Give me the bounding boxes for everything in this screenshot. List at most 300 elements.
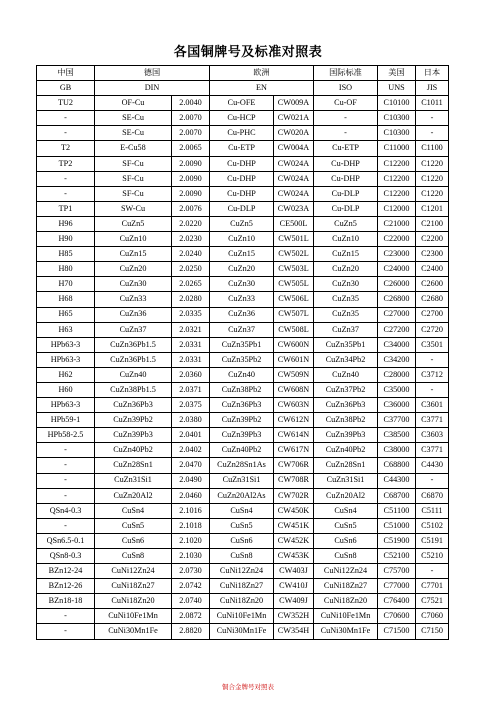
cell-uns-number: C75700	[378, 564, 416, 579]
cell-iso-grade: CuZn30	[314, 277, 378, 292]
cell-en-grade: CuSn4	[210, 503, 274, 518]
cell-gb-grade: QSn4-0.3	[37, 503, 95, 518]
cell-din-number: 2.0265	[172, 277, 210, 292]
cell-gb-grade: -	[37, 126, 95, 141]
cell-din-number: 2.0460	[172, 488, 210, 503]
cell-uns-number: C11000	[378, 141, 416, 156]
cell-iso-grade: CuNi18Zn20	[314, 594, 378, 609]
table-row	[37, 322, 449, 337]
cell-en-number: CW507L	[274, 307, 314, 322]
cell-jis-grade: C1011	[416, 96, 449, 111]
cell-iso-grade: Cu-DHP	[314, 156, 378, 171]
cell-en-number: CW601N	[274, 352, 314, 367]
cell-en-grade: CuZn36	[210, 307, 274, 322]
cell-en-number: CW612N	[274, 413, 314, 428]
cell-din-grade: SF-Cu	[95, 171, 172, 186]
header-japan: 日本	[416, 66, 449, 81]
cell-din-number: 2.0380	[172, 413, 210, 428]
table-row	[37, 186, 449, 201]
cell-uns-number: C12000	[378, 201, 416, 216]
cell-en-grade: CuZn20	[210, 262, 274, 277]
cell-din-number: 2.1016	[172, 503, 210, 518]
cell-uns-number: C77000	[378, 579, 416, 594]
cell-en-grade: CuZn5	[210, 216, 274, 231]
cell-en-number: CE500L	[274, 216, 314, 231]
cell-jis-grade: C7150	[416, 624, 449, 639]
cell-din-grade: CuZn20	[95, 262, 172, 277]
cell-din-grade: CuZn5	[95, 216, 172, 231]
cell-en-grade: CuZn15	[210, 247, 274, 262]
table-row	[37, 533, 449, 548]
cell-din-grade: CuZn37	[95, 322, 172, 337]
cell-iso-grade: CuNi18Zn27	[314, 579, 378, 594]
cell-uns-number: C28000	[378, 367, 416, 382]
cell-en-number: CW617N	[274, 443, 314, 458]
cell-en-number: CW502L	[274, 247, 314, 262]
cell-en-number: CW450K	[274, 503, 314, 518]
cell-jis-grade: -	[416, 111, 449, 126]
cell-en-number: CW024A	[274, 156, 314, 171]
cell-jis-grade: C1220	[416, 156, 449, 171]
cell-din-number: 2.0331	[172, 352, 210, 367]
cell-en-grade: CuZn35Pb2	[210, 352, 274, 367]
cell-iso-grade: CuZn10	[314, 232, 378, 247]
cell-uns-number: C22000	[378, 232, 416, 247]
cell-din-grade: CuZn15	[95, 247, 172, 262]
cell-en-number: CW708R	[274, 473, 314, 488]
cell-iso-grade: CuZn34Pb2	[314, 352, 378, 367]
table-row	[37, 277, 449, 292]
cell-gb-grade: HPb59-1	[37, 413, 95, 428]
cell-din-number: 2.0250	[172, 262, 210, 277]
cell-en-grade: CuNi10Fe1Mn	[210, 609, 274, 624]
cell-iso-grade: CuNi30Mn1Fe	[314, 624, 378, 639]
cell-gb-grade: -	[37, 518, 95, 533]
table-row	[37, 262, 449, 277]
cell-en-number: CW505L	[274, 277, 314, 292]
cell-din-number: 2.1020	[172, 533, 210, 548]
cell-jis-grade: C2700	[416, 307, 449, 322]
cell-en-grade: CuZn40Pb2	[210, 443, 274, 458]
cell-din-grade: CuZn39Pb2	[95, 413, 172, 428]
cell-en-number: CW706R	[274, 458, 314, 473]
table-row	[37, 352, 449, 367]
cell-uns-number: C44300	[378, 473, 416, 488]
cell-din-grade: CuSn6	[95, 533, 172, 548]
cell-din-grade: SF-Cu	[95, 186, 172, 201]
cell-iso-grade: Cu-DHP	[314, 171, 378, 186]
cell-iso-grade: CuZn35Pb1	[314, 337, 378, 352]
cell-uns-number: C37700	[378, 413, 416, 428]
cell-iso-grade: CuZn40Pb2	[314, 443, 378, 458]
cell-din-grade: SW-Cu	[95, 201, 172, 216]
cell-iso-grade: CuZn37Pb2	[314, 382, 378, 397]
cell-jis-grade: C3501	[416, 337, 449, 352]
cell-en-number: CW009A	[274, 96, 314, 111]
cell-en-number: CW023A	[274, 201, 314, 216]
cell-jis-grade: C5210	[416, 549, 449, 564]
cell-din-number: 2.0740	[172, 594, 210, 609]
table-row	[37, 579, 449, 594]
cell-din-number: 2.1018	[172, 518, 210, 533]
cell-din-grade: CuZn20Al2	[95, 488, 172, 503]
cell-en-grade: CuZn30	[210, 277, 274, 292]
header-row-countries	[37, 66, 449, 81]
cell-gb-grade: -	[37, 111, 95, 126]
cell-din-number: 2.0230	[172, 232, 210, 247]
cell-uns-number: C26800	[378, 292, 416, 307]
table-row	[37, 624, 449, 639]
cell-jis-grade: C1220	[416, 171, 449, 186]
cell-din-grade: CuZn31Si1	[95, 473, 172, 488]
cell-en-number: CW600N	[274, 337, 314, 352]
table-row	[37, 382, 449, 397]
cell-en-number: CW352H	[274, 609, 314, 624]
cell-uns-number: C68800	[378, 458, 416, 473]
cell-din-grade: CuZn36Pb3	[95, 398, 172, 413]
cell-iso-grade: CuZn35	[314, 307, 378, 322]
cell-iso-grade: CuSn4	[314, 503, 378, 518]
cell-iso-grade: -	[314, 126, 378, 141]
cell-din-number: 2.0090	[172, 186, 210, 201]
table-row	[37, 428, 449, 443]
cell-en-number: CW354H	[274, 624, 314, 639]
cell-en-grade: CuZn39Pb3	[210, 428, 274, 443]
cell-iso-grade: CuZn28Sn1	[314, 458, 378, 473]
table-row	[37, 518, 449, 533]
cell-en-number: CW004A	[274, 141, 314, 156]
cell-en-number: CW410J	[274, 579, 314, 594]
cell-jis-grade: C3771	[416, 413, 449, 428]
cell-uns-number: C26000	[378, 277, 416, 292]
cell-din-number: 2.0375	[172, 398, 210, 413]
cell-uns-number: C38000	[378, 443, 416, 458]
table-row	[37, 216, 449, 231]
cell-din-grade: CuZn10	[95, 232, 172, 247]
cell-jis-grade: C7701	[416, 579, 449, 594]
cell-din-grade: CuZn36	[95, 307, 172, 322]
cell-iso-grade: Cu-ETP	[314, 141, 378, 156]
cell-din-grade: CuZn40	[95, 367, 172, 382]
cell-iso-grade: CuZn38Pb2	[314, 413, 378, 428]
cell-gb-grade: HPb63-3	[37, 352, 95, 367]
table-row	[37, 96, 449, 111]
cell-en-grade: CuZn20Al2As	[210, 488, 274, 503]
cell-en-grade: Cu-DLP	[210, 201, 274, 216]
cell-gb-grade: -	[37, 443, 95, 458]
cell-en-grade: Cu-ETP	[210, 141, 274, 156]
table-row	[37, 111, 449, 126]
cell-din-number: 2.0220	[172, 216, 210, 231]
cell-gb-grade: H90	[37, 232, 95, 247]
cell-din-grade: CuZn36Pb1.5	[95, 352, 172, 367]
cell-jis-grade: C2300	[416, 247, 449, 262]
table-row	[37, 413, 449, 428]
cell-din-grade: CuZn28Sn1	[95, 458, 172, 473]
cell-en-number: CW508L	[274, 322, 314, 337]
cell-gb-grade: -	[37, 488, 95, 503]
cell-uns-number: C35000	[378, 382, 416, 397]
cell-jis-grade: -	[416, 352, 449, 367]
cell-en-number: CW451K	[274, 518, 314, 533]
cell-iso-grade: CuZn40	[314, 367, 378, 382]
cell-jis-grade: -	[416, 126, 449, 141]
table-row	[37, 367, 449, 382]
cell-din-grade: CuNi18Zn27	[95, 579, 172, 594]
cell-jis-grade: C4430	[416, 458, 449, 473]
cell-din-grade: CuZn33	[95, 292, 172, 307]
cell-iso-grade: Cu-DLP	[314, 201, 378, 216]
cell-en-grade: CuZn40	[210, 367, 274, 382]
cell-din-grade: CuNi10Fe1Mn	[95, 609, 172, 624]
cell-iso-grade: CuSn6	[314, 533, 378, 548]
cell-en-grade: CuSn5	[210, 518, 274, 533]
cell-din-grade: CuNi12Zn24	[95, 564, 172, 579]
table-row	[37, 337, 449, 352]
cell-gb-grade: -	[37, 609, 95, 624]
cell-din-grade: E-Cu58	[95, 141, 172, 156]
cell-din-number: 2.0321	[172, 322, 210, 337]
cell-uns-number: C10300	[378, 126, 416, 141]
cell-en-number: CW702R	[274, 488, 314, 503]
cell-din-grade: CuSn4	[95, 503, 172, 518]
cell-uns-number: C34200	[378, 352, 416, 367]
cell-uns-number: C12200	[378, 156, 416, 171]
cell-gb-grade: H60	[37, 382, 95, 397]
header-germany: 德国	[95, 66, 210, 81]
cell-en-grade: Cu-HCP	[210, 111, 274, 126]
cell-din-grade: CuNi18Zn20	[95, 594, 172, 609]
cell-uns-number: C36000	[378, 398, 416, 413]
table-row	[37, 156, 449, 171]
cell-en-grade: CuZn39Pb2	[210, 413, 274, 428]
table-row	[37, 564, 449, 579]
table-row	[37, 126, 449, 141]
footer-caption: 铜合金牌号对照表	[222, 683, 274, 691]
cell-uns-number: C70600	[378, 609, 416, 624]
cell-din-number: 2.0090	[172, 171, 210, 186]
cell-uns-number: C51000	[378, 518, 416, 533]
cell-iso-grade: CuZn20Al2	[314, 488, 378, 503]
cell-iso-grade: CuZn35	[314, 292, 378, 307]
cell-din-number: 2.0335	[172, 307, 210, 322]
cell-en-number: CW409J	[274, 594, 314, 609]
header-europe: 欧洲	[210, 66, 314, 81]
cell-iso-grade: CuZn20	[314, 262, 378, 277]
cell-en-number: CW024A	[274, 171, 314, 186]
table-row	[37, 503, 449, 518]
cell-din-grade: OF-Cu	[95, 96, 172, 111]
cell-iso-grade: CuNi10Fe1Mn	[314, 609, 378, 624]
cell-en-number: CW614N	[274, 428, 314, 443]
cell-iso-grade: CuZn39Pb3	[314, 428, 378, 443]
cell-din-number: 2.0040	[172, 96, 210, 111]
cell-gb-grade: H70	[37, 277, 95, 292]
cell-gb-grade: TP2	[37, 156, 95, 171]
cell-din-number: 2.0401	[172, 428, 210, 443]
table-row	[37, 609, 449, 624]
cell-jis-grade: C3601	[416, 398, 449, 413]
cell-gb-grade: H96	[37, 216, 95, 231]
cell-din-number: 2.0371	[172, 382, 210, 397]
cell-jis-grade: C2680	[416, 292, 449, 307]
cell-din-grade: SF-Cu	[95, 156, 172, 171]
header-china: 中国	[37, 66, 95, 81]
cell-din-number: 2.0090	[172, 156, 210, 171]
cell-jis-grade: -	[416, 473, 449, 488]
cell-din-number: 2.0280	[172, 292, 210, 307]
cell-din-number: 2.0730	[172, 564, 210, 579]
copper-grade-table	[36, 65, 449, 640]
cell-gb-grade: -	[37, 473, 95, 488]
cell-en-grade: CuNi18Zn20	[210, 594, 274, 609]
cell-en-grade: CuNi18Zn27	[210, 579, 274, 594]
table-row	[37, 549, 449, 564]
cell-gb-grade: TU2	[37, 96, 95, 111]
cell-gb-grade: -	[37, 171, 95, 186]
cell-gb-grade: QSn8-0.3	[37, 549, 95, 564]
cell-jis-grade: C1220	[416, 186, 449, 201]
cell-jis-grade: C5191	[416, 533, 449, 548]
cell-gb-grade: QSn6.5-0.1	[37, 533, 95, 548]
table-row	[37, 171, 449, 186]
cell-en-grade: CuNi12Zn24	[210, 564, 274, 579]
cell-en-number: CW021A	[274, 111, 314, 126]
cell-gb-grade: BZn12-26	[37, 579, 95, 594]
cell-uns-number: C27000	[378, 307, 416, 322]
cell-iso-grade: CuZn37	[314, 322, 378, 337]
cell-en-number: CW403J	[274, 564, 314, 579]
cell-din-grade: CuSn8	[95, 549, 172, 564]
cell-en-grade: CuZn38Pb2	[210, 382, 274, 397]
cell-uns-number: C68700	[378, 488, 416, 503]
cell-en-number: CW501L	[274, 232, 314, 247]
cell-en-grade: CuZn35Pb1	[210, 337, 274, 352]
cell-iso-grade: CuZn36Pb3	[314, 398, 378, 413]
cell-uns-number: C51900	[378, 533, 416, 548]
header-en: EN	[210, 81, 314, 96]
cell-gb-grade: HPb63-3	[37, 337, 95, 352]
cell-jis-grade: C3771	[416, 443, 449, 458]
header-jis: JIS	[416, 81, 449, 96]
cell-en-grade: Cu-DHP	[210, 186, 274, 201]
cell-din-grade: CuZn30	[95, 277, 172, 292]
cell-din-number: 2.0360	[172, 367, 210, 382]
cell-gb-grade: H80	[37, 262, 95, 277]
cell-din-number: 2.0331	[172, 337, 210, 352]
cell-uns-number: C24000	[378, 262, 416, 277]
cell-iso-grade: CuSn5	[314, 518, 378, 533]
cell-din-number: 2.0742	[172, 579, 210, 594]
cell-gb-grade: HPb58-2.5	[37, 428, 95, 443]
cell-din-grade: CuSn5	[95, 518, 172, 533]
table-row	[37, 247, 449, 262]
cell-uns-number: C10300	[378, 111, 416, 126]
cell-iso-grade: CuZn15	[314, 247, 378, 262]
header-uns: UNS	[378, 81, 416, 96]
cell-en-grade: CuZn31Si1	[210, 473, 274, 488]
cell-iso-grade: -	[314, 111, 378, 126]
cell-gb-grade: BZn12-24	[37, 564, 95, 579]
cell-jis-grade: C7060	[416, 609, 449, 624]
table-row	[37, 398, 449, 413]
cell-iso-grade: CuZn5	[314, 216, 378, 231]
cell-din-grade: SE-Cu	[95, 111, 172, 126]
cell-din-grade: SE-Cu	[95, 126, 172, 141]
cell-jis-grade: C7521	[416, 594, 449, 609]
cell-din-number: 2.0065	[172, 141, 210, 156]
header-iso: ISO	[314, 81, 378, 96]
cell-gb-grade: H85	[37, 247, 95, 262]
cell-jis-grade: C3603	[416, 428, 449, 443]
cell-en-number: CW452K	[274, 533, 314, 548]
cell-jis-grade: C2100	[416, 216, 449, 231]
cell-din-number: 2.0070	[172, 126, 210, 141]
cell-gb-grade: H65	[37, 307, 95, 322]
document-title: 各国铜牌号及标准对照表	[173, 45, 323, 60]
cell-jis-grade: C5102	[416, 518, 449, 533]
table-row	[37, 473, 449, 488]
cell-din-grade: CuZn39Pb3	[95, 428, 172, 443]
cell-jis-grade: C2400	[416, 262, 449, 277]
cell-gb-grade: HPb63-3	[37, 398, 95, 413]
cell-jis-grade: C3712	[416, 367, 449, 382]
cell-uns-number: C52100	[378, 549, 416, 564]
cell-uns-number: C27200	[378, 322, 416, 337]
cell-uns-number: C12200	[378, 171, 416, 186]
cell-en-number: CW608N	[274, 382, 314, 397]
cell-uns-number: C34000	[378, 337, 416, 352]
cell-en-number: CW024A	[274, 186, 314, 201]
table-row	[37, 488, 449, 503]
cell-gb-grade: H63	[37, 322, 95, 337]
cell-gb-grade: -	[37, 186, 95, 201]
header-row-standards	[37, 81, 449, 96]
cell-en-grade: Cu-OFE	[210, 96, 274, 111]
cell-en-grade: CuZn33	[210, 292, 274, 307]
cell-jis-grade: -	[416, 382, 449, 397]
cell-en-grade: CuNi30Mn1Fe	[210, 624, 274, 639]
header-gb: GB	[37, 81, 95, 96]
cell-iso-grade: Cu-DLP	[314, 186, 378, 201]
cell-jis-grade: C2200	[416, 232, 449, 247]
cell-jis-grade: C2600	[416, 277, 449, 292]
cell-jis-grade: C6870	[416, 488, 449, 503]
cell-jis-grade: C2720	[416, 322, 449, 337]
table-row	[37, 458, 449, 473]
cell-gb-grade: -	[37, 624, 95, 639]
cell-en-number: CW506L	[274, 292, 314, 307]
cell-din-number: 2.0470	[172, 458, 210, 473]
cell-gb-grade: T2	[37, 141, 95, 156]
cell-gb-grade: H62	[37, 367, 95, 382]
cell-en-number: CW503L	[274, 262, 314, 277]
cell-en-grade: CuZn10	[210, 232, 274, 247]
cell-en-grade: Cu-PHC	[210, 126, 274, 141]
cell-jis-grade: C1201	[416, 201, 449, 216]
table-row	[37, 443, 449, 458]
cell-uns-number: C76400	[378, 594, 416, 609]
cell-gb-grade: H68	[37, 292, 95, 307]
cell-din-number: 2.0076	[172, 201, 210, 216]
cell-en-grade: CuZn36Pb3	[210, 398, 274, 413]
cell-en-grade: CuZn37	[210, 322, 274, 337]
cell-en-number: CW603N	[274, 398, 314, 413]
cell-uns-number: C12200	[378, 186, 416, 201]
table-row	[37, 232, 449, 247]
cell-din-grade: CuZn36Pb1.5	[95, 337, 172, 352]
cell-en-number: CW020A	[274, 126, 314, 141]
